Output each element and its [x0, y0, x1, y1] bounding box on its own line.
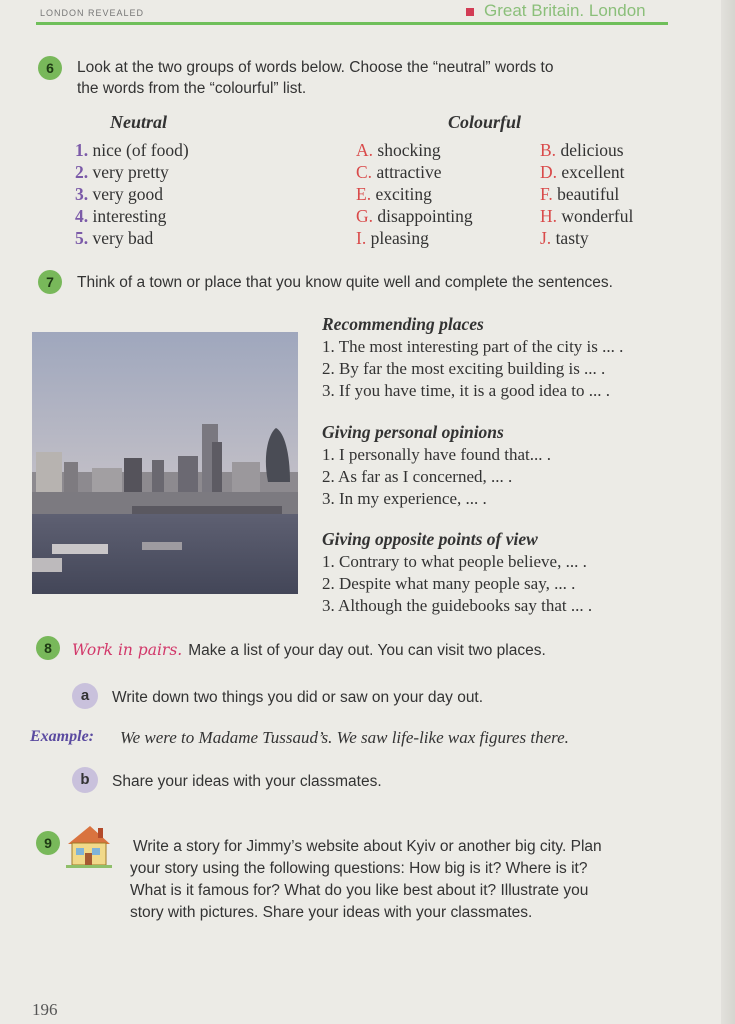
- neutral-item: 3. very good: [75, 184, 163, 204]
- exercise-6-instruction-line1: Look at the two groups of words below. Choose the “neutral” words to: [77, 59, 554, 76]
- sentence-item: 2. Despite what many people say, ... .: [322, 574, 576, 593]
- header-right-title: [466, 1, 646, 21]
- header-marker: [466, 8, 474, 16]
- sentence-item: 3. In my experience, ... .: [322, 489, 487, 508]
- sentence-item: 3. If you have time, it is a good idea to ... .: [322, 381, 610, 400]
- example-label: Example:: [30, 728, 94, 745]
- section-recommending-title: Recommending places: [322, 314, 484, 334]
- header-left-label: LONDON REVEALED: [40, 8, 145, 18]
- colourful-item: G. disappointing: [356, 206, 473, 226]
- colourful-item: F. beautiful: [540, 184, 620, 204]
- colourful-item: I. pleasing: [356, 228, 429, 248]
- example-text: We were to Madame Tussaud’s. We saw life-like wax figures there.: [120, 728, 569, 747]
- sentence-item: 1. I personally have found that... .: [322, 445, 551, 464]
- exercise-6-instruction-line2: the words from the “colourful” list.: [77, 80, 307, 97]
- colourful-list-left: [356, 139, 473, 249]
- work-in-pairs-label: Work in pairs.: [72, 641, 183, 659]
- neutral-item: 4. interesting: [75, 206, 167, 226]
- page-edge: [721, 0, 735, 1024]
- house-icon: [64, 822, 114, 868]
- exercise-6-number: 6: [38, 56, 62, 80]
- section-recommending-list: [322, 336, 623, 402]
- neutral-list: [75, 139, 189, 249]
- colourful-item: D. excellent: [540, 162, 625, 182]
- exercise-9-number: 9: [36, 831, 60, 855]
- exercise-8-number: 8: [36, 636, 60, 660]
- exercise-8a-letter: a: [72, 683, 98, 709]
- exercise-7-instruction: Think of a town or place that you know quite well and complete the sentences.: [77, 274, 613, 291]
- london-skyline-photo: [32, 332, 298, 594]
- colourful-list-right: [540, 139, 633, 249]
- neutral-title: Neutral: [110, 112, 168, 132]
- page-number: 196: [32, 1000, 58, 1019]
- colourful-item: E. exciting: [356, 184, 432, 204]
- section-opposite-title: Giving opposite points of view: [322, 529, 538, 549]
- exercise-9-line: story with pictures. Share your ideas with your classmates.: [130, 904, 533, 921]
- exercise-8b-letter: b: [72, 767, 98, 793]
- colourful-item: H. wonderful: [540, 206, 634, 226]
- colourful-item: B. delicious: [540, 140, 624, 160]
- header-right-text: Great Britain. London: [484, 1, 646, 20]
- exercise-9-line: What is it famous for? What do you like best about it? Illustrate you: [130, 882, 589, 899]
- section-opposite-list: [322, 551, 592, 617]
- exercise-9-line: Write a story for Jimmy’s website about Kyiv or another big city. Plan: [133, 838, 602, 855]
- exercise-8-instruction-line: [72, 640, 546, 661]
- colourful-title: Colourful: [448, 112, 522, 132]
- header-divider: [36, 22, 668, 25]
- sentence-item: 1. Contrary to what people believe, ... .: [322, 552, 587, 571]
- sentence-item: 1. The most interesting part of the city is ... .: [322, 337, 624, 356]
- exercise-8a-text: Write down two things you did or saw on your day out.: [112, 689, 484, 706]
- colourful-item: A. shocking: [356, 140, 441, 160]
- neutral-item: 1. nice (of food): [75, 140, 189, 160]
- neutral-item: 2. very pretty: [75, 162, 169, 182]
- colourful-item: C. attractive: [356, 162, 442, 182]
- exercise-7-number: 7: [38, 270, 62, 294]
- sentence-item: 2. As far as I concerned, ... .: [322, 467, 513, 486]
- colourful-item: J. tasty: [540, 228, 589, 248]
- exercise-8b-text: Share your ideas with your classmates.: [112, 773, 382, 790]
- section-opinions-list: [322, 444, 551, 510]
- neutral-item: 5. very bad: [75, 228, 154, 248]
- sentence-item: 2. By far the most exciting building is ... .: [322, 359, 606, 378]
- exercise-8-instruction: Make a list of your day out. You can visit two places.: [188, 642, 546, 659]
- sentence-item: 3. Although the guidebooks say that ... .: [322, 596, 593, 615]
- exercise-9-line: your story using the following questions: How big is it? Where is it?: [130, 860, 588, 877]
- section-opinions-title: Giving personal opinions: [322, 422, 504, 442]
